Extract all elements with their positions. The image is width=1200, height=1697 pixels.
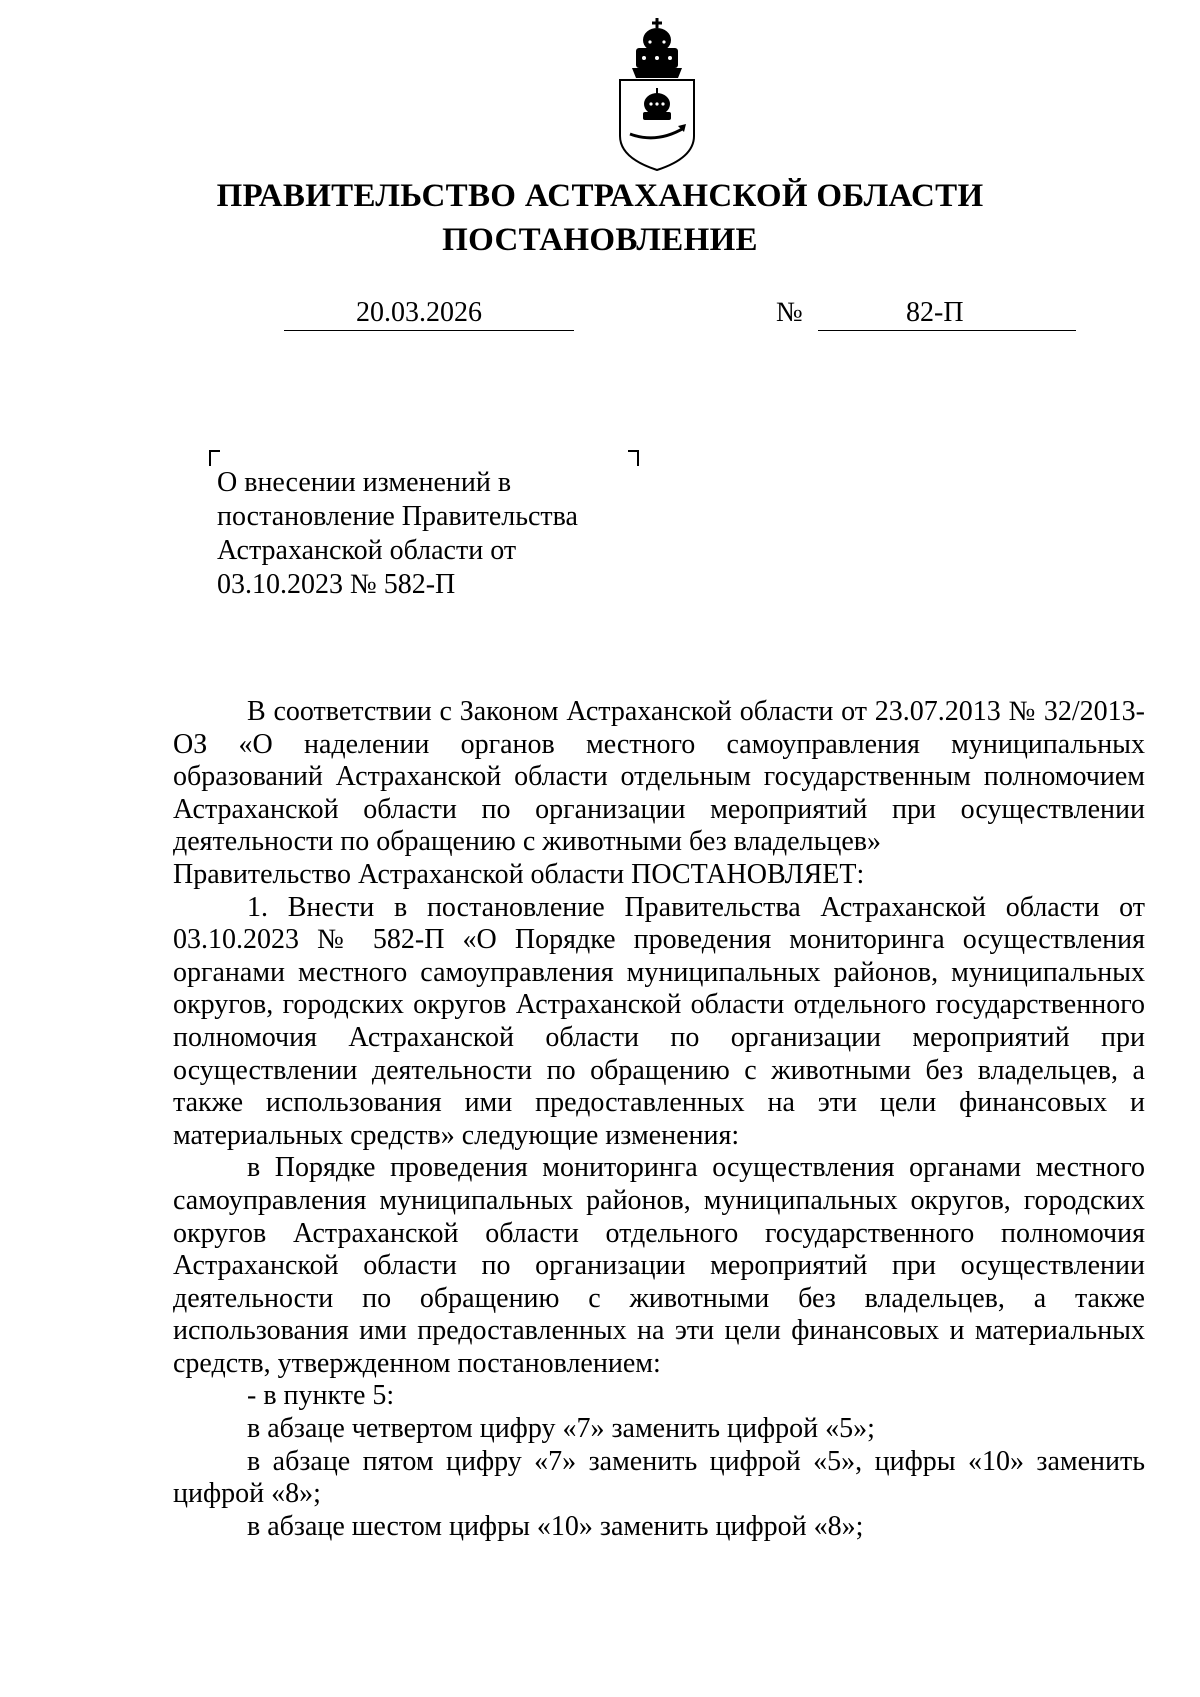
order-paragraph: в Порядке проведения мониторинга осуществления органами местного самоуправления муниципальных районов, муниципальных округов, городских округов Астраханской области отдельного государственного полномочия Астраханской области по организации мероприятий при осуществлении деятельности по обращению с животными без владельцев, а также использования ими предоставленных на эти цели финансовых и материальных средств, утвержденном постановлением: (173, 1152, 1145, 1379)
coat-of-arms-emblem (614, 18, 700, 172)
subject-bracket-left (209, 450, 220, 466)
document-date: 20.03.2026 (356, 297, 482, 328)
preamble-paragraph: В соответствии с Законом Астраханской области от 23.07.2013 № 32/2013-ОЗ «О наделении органов местного самоуправления муниципальных образований Астраханской области отдельным государственным полномочием Астраханской области по организации мероприятий при осуществлении деятельности по обращению с животными без владельцев» (173, 696, 1145, 858)
point-5-paragraph: - в пункте 5: (247, 1380, 395, 1412)
change-1-paragraph: в абзаце четвертом цифру «7» заменить цифрой «5»; (247, 1413, 875, 1445)
document-number: 82-П (906, 297, 964, 328)
change-3-paragraph: в абзаце шестом цифры «10» заменить цифрой «8»; (247, 1510, 864, 1542)
number-sign: № (776, 297, 803, 328)
document-body (173, 696, 1145, 1543)
decree-paragraph: Правительство Астраханской области ПОСТАНОВЛЯЕТ: (173, 858, 865, 890)
document-subject: О внесении изменений в постановление Правительства Астраханской области от 03.10.2023 № 582-П (217, 467, 578, 600)
item-1-paragraph: 1. Внести в постановление Правительства Астраханской области от 03.10.2023 № 582-П «О Порядке проведения мониторинга осуществления органами местного самоуправления муниципальных районов, муниципальных округов, городских округов Астраханской области отдельного государственного полномочия Астраханской области по организации мероприятий при осуществлении деятельности по обращению с животными без владельцев, а также использования ими предоставленных на эти цели финансовых и материальных средств» следующие изменения: (173, 891, 1145, 1151)
document-type-title: ПОСТАНОВЛЕНИЕ (442, 222, 758, 258)
number-underline (818, 330, 1076, 331)
subject-bracket-right (628, 450, 639, 466)
date-underline (284, 330, 574, 331)
organization-title: ПРАВИТЕЛЬСТВО АСТРАХАНСКОЙ ОБЛАСТИ (216, 178, 984, 214)
change-2-paragraph: в абзаце пятом цифру «7» заменить цифрой «5», цифры «10» заменить цифрой «8»; (173, 1445, 1145, 1510)
